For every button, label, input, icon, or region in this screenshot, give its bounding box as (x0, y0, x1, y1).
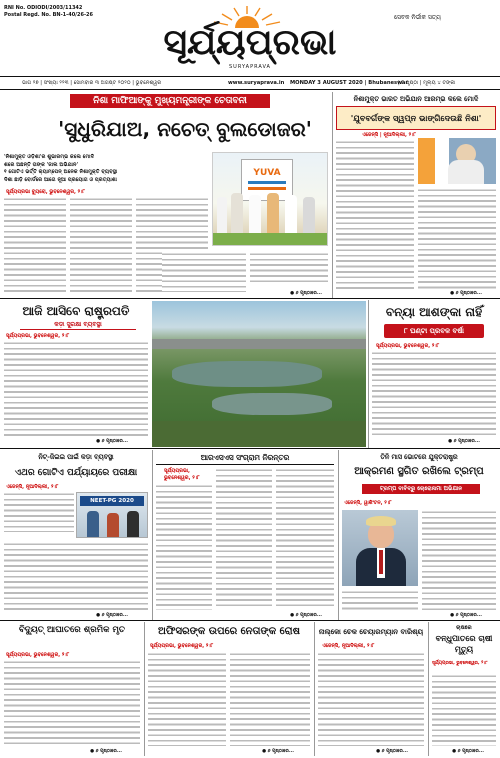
nalco-body (318, 652, 424, 746)
covid-continued: ● ୬ ପୃଷ୍ଠାରେ... (290, 613, 323, 618)
pm-body-col2 (418, 188, 496, 290)
pm-headline: 'ଯୁବବର୍ଗଙ୍କ ସ୍ୱପ୍ନ ଭାଙ୍ଗିଦେଉଛି ନିଶା' (336, 106, 496, 130)
trump-kicker: ତିନି ମାସ ଭୋଟରେ ଯୁକ୍ତରାଷ୍ଟ୍ର (380, 453, 458, 461)
rain-continued: ● ୬ ପୃଷ୍ଠାରେ... (452, 749, 485, 754)
president-byline: ସୂର୍ଯ୍ୟପ୍ରଭା, ଭୁବନେଶ୍ୱର, ୨।୮ (6, 333, 70, 339)
covid-body-col3 (276, 468, 334, 610)
masthead (0, 0, 500, 78)
president-continued: ● ୬ ପୃଷ୍ଠାରେ... (96, 439, 129, 444)
pm-kicker: ନିଶାମୁକ୍ତ ଭାରତ ଅଭିଯାନ ଆରମ୍ଭ କଲେ ମୋଦି (353, 95, 479, 103)
website-link[interactable]: www.suryaprava.in (228, 80, 285, 86)
president-subhead: କଡ଼ା ସୁରକ୍ଷା ବ୍ୟବସ୍ଥା (20, 320, 136, 330)
president-headline: ଆଜି ଆସିବେ ରାଷ୍ଟ୍ରପତି (22, 304, 130, 318)
trump-continued: ● ୬ ପୃଷ୍ଠାରେ... (450, 613, 483, 618)
dateline-right: | ୮ ପୃଷ୍ଠା | ମୂଲ୍ୟ ୪ ଟଙ୍କା (398, 80, 456, 86)
trump-byline: ଏଜେନ୍ସି, ୱାଶିଂଟନ, ୨।୮ (344, 500, 392, 506)
officers-body-col2 (230, 652, 310, 746)
lead-photo (212, 152, 328, 246)
river-photo (152, 301, 366, 447)
rain-byline: ସୂର୍ଯ୍ୟପ୍ରଭା, ଭୁବନେଶ୍ୱର, ୨।୮ (432, 661, 488, 666)
lead-body-col5 (250, 252, 328, 286)
trump-subhead: ଟ୍ରମ୍ପ ବାବିବ୍ରୁ ଚୋରୋନାମା ଅଭିଯାନ (362, 484, 480, 494)
electric-continued: ● ୬ ପୃଷ୍ଠାରେ... (90, 749, 123, 754)
nalco-continued: ● ୬ ପୃଷ୍ଠାରେ... (376, 749, 409, 754)
lead-body-col2 (70, 197, 132, 294)
flood-badge: ୮ ଘଣ୍ଟା ପ୍ରବଳ ବର୍ଷା (384, 324, 484, 338)
electric-body (4, 660, 140, 746)
nalco-headline: ନାଲ୍କୋ ଚେକ ଚେୟାରମ୍ୟାନ ବାରିଶ୍ୟ (318, 628, 424, 636)
pm-byline: ଏଜେନ୍ସି | ନୂଆଦିଲ୍ଲୀ, ୨।୮ (362, 132, 416, 138)
trump-photo (342, 510, 418, 586)
slogan: ସେବକ ନିର୍ଭୀକ ସତ୍ୟ (394, 14, 441, 21)
pm-continued: ● ୬ ପୃଷ୍ଠାରେ... (450, 291, 483, 296)
officers-continued: ● ୬ ପୃଷ୍ଠାରେ... (262, 749, 295, 754)
exam-photo (76, 492, 148, 538)
lead-bullet: ଶରେ ଅଛନ୍ତି ତାଙ୍କ 'ଜାଲ ଅଭିଯାନ' (4, 161, 79, 168)
lead-body-col1 (4, 197, 66, 294)
electric-headline: ବିଦ୍ୟୁତ୍ ଆଘାତରେ ଶ୍ରମିକ ମୃତ (18, 625, 126, 635)
newspaper-title: ସୂର୍ଯ୍ୟପ୍ରଭା (163, 22, 337, 63)
banner-text: YUVA (253, 168, 281, 178)
exam-continued: ● ୬ ପୃଷ୍ଠାରେ... (96, 613, 129, 618)
covid-byline-1: ସୂର୍ଯ୍ୟପ୍ରଭା, (164, 468, 190, 474)
covid-byline-2: ଭୁବନେଶ୍ୱର, ୨।୮ (164, 475, 200, 481)
exam-body-col2 (4, 542, 148, 612)
exam-headline: ଏଥର ଗୋଟିଏ ପର୍ଯ୍ୟାୟରେ ପରୀକ୍ଷା (14, 468, 138, 478)
covid-body-col2 (216, 468, 272, 610)
exam-byline: ଏଜେନ୍ସି, ନୂଆଦିଲ୍ଲୀ, ୨।୮ (6, 484, 59, 490)
officers-byline: ସୂର୍ଯ୍ୟପ୍ରଭା, ଭୁବନେଶ୍ୱର, ୨।୮ (150, 643, 214, 649)
trump-body-col1 (342, 590, 418, 612)
lead-bullets (4, 154, 212, 184)
lead-byline: ସୂର୍ଯ୍ୟପ୍ରଭା ବ୍ୟୁରୋ, ଭୁବନେଶ୍ୱର, ୨।୮ (6, 189, 85, 195)
lead-kicker: ନିଶା ମାଫିଆଙ୍କୁ ମୁଖ୍ୟମନ୍ତ୍ରୀଙ୍କ ଚେତାବନୀ (70, 94, 270, 108)
flood-body (372, 351, 496, 437)
rain-headline: ବନ୍ଧୁପାତରେ ଚାଷୀ ମୃତ୍ୟୁ (435, 634, 493, 654)
pm-photo (418, 138, 496, 184)
officers-body-col1 (148, 652, 226, 746)
registration-line-2: Postal Regd. No. BN-1-40/26-26 (4, 12, 93, 18)
lead-body-col4 (162, 252, 246, 292)
trump-headline: ଆକ୍ରମଣ ସ୍ଥଗିତ ରଖିଲେ ଟ୍ରମ୍ପ (354, 466, 484, 477)
dateline (0, 78, 500, 88)
lead-continued: ● ୬ ପୃଷ୍ଠାରେ... (290, 291, 323, 296)
lead-headline: 'ସୁଧୁରିଯାଅ, ନଚେତ୍ ବୁଲଡୋଜର' (58, 117, 312, 141)
exam-photo-label: NEET-PG 2020 (80, 496, 144, 506)
lead-bullet: 'ନିଶାମୁକ୍ତ ଓଡ଼ିଶା'ର ଶୁଭାରମ୍ଭ କଲେ ମୋଦି (4, 154, 95, 160)
officers-headline: ଅଫିସରଙ୍କ ଉପରେ ନେତାଙ୍କ ରୋଷ (158, 626, 300, 637)
pm-body-col1 (336, 140, 414, 290)
trump-body-col2 (422, 510, 496, 610)
exam-kicker: ନିଟ୍-ଜିଇଇ ପାଇଁ କଡ଼ା ବ୍ୟବସ୍ଥା (38, 453, 114, 461)
rain-kicker: ଚାଷରେ (456, 625, 472, 631)
dateline-left: ଭାଗ ୨୭ | ସଂଖ୍ୟା ୨୨୩ | ସୋମବାର ୩ ଅଗଷ୍ଟ ୨୦୨୦ | ଭୁବନେଶ୍ୱର (22, 80, 162, 86)
electric-byline: ସୂର୍ଯ୍ୟପ୍ରଭା, ଭୁବନେଶ୍ୱର, ୨।୮ (6, 652, 70, 658)
registration-line-1: RNI No. ODIODI/2003/11342 (4, 5, 83, 11)
lead-bullet: ଦିଶା ଛାଡ଼ି ବୋର୍ଡରେ ଆଗେ ନୂଆ ପ୍ରୟୋଗ ଓ ପ୍ରତ୍ୟାଶା (4, 176, 117, 183)
rain-body (432, 674, 496, 746)
flood-byline: ସୂର୍ଯ୍ୟପ୍ରଭା, ଭୁବନେଶ୍ୱର, ୨।୮ (376, 343, 440, 349)
dateline-english: MONDAY 3 AUGUST 2020 | Bhubaneswar (290, 80, 408, 86)
newspaper-title-english: SURYAPRAVA (229, 64, 271, 70)
flood-continued: ● ୬ ପୃଷ୍ଠାରେ... (448, 439, 481, 444)
nalco-byline: ଏଜେନ୍ସି, ନୂଆଦିଲ୍ଲୀ, ୨।୮ (322, 643, 375, 649)
covid-body-col1 (156, 484, 212, 610)
president-body (4, 341, 148, 437)
flood-headline: ବନ୍ୟା ଆଶଙ୍କା ନାହିଁ (385, 305, 483, 319)
covid-kicker: ଆରଏସଏସ ସଂଗ୍ରାମ ନିରନ୍ତର (156, 452, 334, 465)
lead-bullet: ୧ ଗୋଟିଏ ଭର୍ତ୍ତି କ୍ୟାମ୍ପେନ୍ ଅନେକ ନିଶାମୁକ୍ତି ବ୍ୟବସ୍ଥା (4, 169, 118, 175)
exam-body-col1 (4, 492, 74, 532)
